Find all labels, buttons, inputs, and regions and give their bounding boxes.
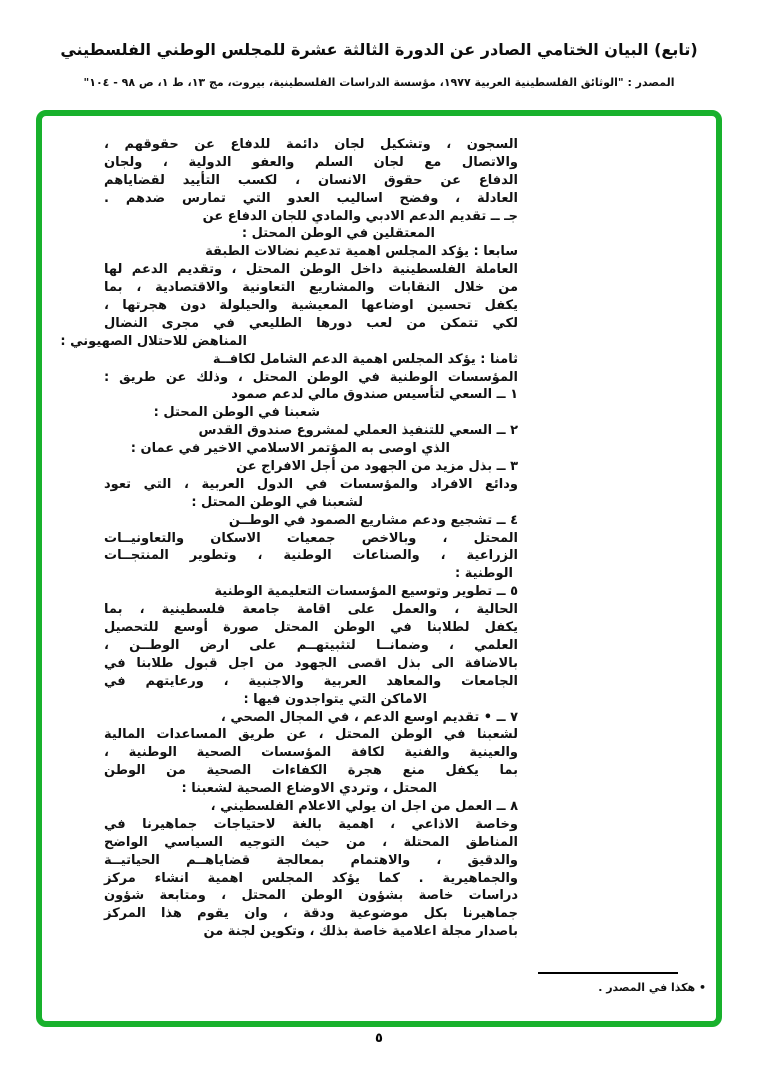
- text-line: ٣ ــ بذل مزيد من الجهود من أجل الافراج عن: [236, 459, 518, 475]
- text-line: بما يكفل منع هجرة الكفاءات الصحية من الوطن: [104, 763, 518, 779]
- text-line: لشعبنا في الوطن المحتل :: [191, 494, 363, 510]
- text-line: ١ ــ السعي لتأسيس صندوق مالي لدعم صمود: [231, 387, 518, 403]
- text-line: بالاضافة الى بذل اقصى الجهود من اجل قبول طلابنا في: [104, 655, 518, 671]
- text-line: المحتل ، وتردي الاوضاع الصحية لشعبنا :: [181, 781, 437, 797]
- text-line: والعينية والفنية لكافة المؤسسات الصحية الوطنية ،: [104, 745, 518, 761]
- page-title: (تابع) البيان الختامي الصادر عن الدورة الثالثة عشرة للمجلس الوطني الفلسطيني: [60, 40, 698, 59]
- text-line: والدقيق ، والاهتمام بمعالجة قضاياهــم الحياتيــة: [104, 852, 518, 868]
- text-line: المؤسسات الوطنية في الوطن المحتل ، وذلك عن طريق :: [104, 369, 518, 385]
- text-line: ٧ ــ • تقديم اوسع الدعم ، في المجال الصحي ،: [220, 709, 518, 725]
- text-line: يكفل لطلابنا في الوطن المحتل صورة أوسع للتحصيل: [104, 620, 518, 636]
- text-line: العاملة الفلسطينية داخل الوطن المحتل ، وتقديم الدعم لها: [104, 262, 518, 278]
- text-line: والجماهيرية . كما يؤكد المجلس اهمية انشاء مركز: [104, 870, 518, 886]
- text-line: الحالية ، والعمل على اقامة جامعة فلسطينية ، بما: [104, 602, 518, 618]
- text-line: ٥ ــ تطوير وتوسيع المؤسسات التعليمية الوطنية: [214, 584, 518, 600]
- text-line: جـ ــ تقديم الدعم الادبي والمادي للجان الدفاع عن: [202, 208, 518, 224]
- text-line: والاتصال مع لجان السلم والعفو الدولية ، ولجان: [104, 154, 518, 170]
- footnote-text: • هكذا في المصدر .: [598, 981, 706, 994]
- text-line: جماهيرنا بكل موضوعية ودقة ، وان يقوم هذا المركز: [104, 906, 518, 922]
- text-line: من خلال النقابات والمشاريع التعاونية والاقتصادية ، بما: [104, 280, 518, 296]
- source-line: المصدر : "الوثائق الفلسطينية العربية ١٩٧٧، مؤسسة الدراسات الفلسطينية، بيروت، مج ١٣، ط ١، ص ٩٨ - ١٠٤": [83, 76, 675, 89]
- text-line: المناطق المحتلة ، من حيث التوجيه السياسي الواضح: [104, 834, 518, 850]
- text-line: سابعا : يؤكد المجلس اهمية تدعيم نضالات الطبقة: [205, 244, 518, 260]
- footnote-rule: [538, 972, 678, 974]
- text-line: المحتل ، وبالاخص جمعيات الاسكان والتعاونيــات: [104, 530, 518, 546]
- text-line: ٢ ــ السعي للتنفيذ العملي لمشروع صندوق القدس: [198, 423, 518, 439]
- text-line: السجون ، وتشكيل لجان دائمة للدفاع عن حقوقهم ،: [104, 137, 518, 152]
- text-line: الذي اوصى به المؤتمر الاسلامي الاخير في عمان :: [130, 441, 450, 457]
- text-line: الاماكن التي يتواجدون فيها :: [243, 691, 427, 707]
- text-line: شعبنا في الوطن المحتل :: [153, 405, 320, 421]
- text-line: الدفاع عن حقوق الانسان ، لكسب التأييد لقضاياهم: [104, 172, 518, 188]
- text-line: المناهض للاحتلال الصهيوني :: [60, 333, 247, 349]
- text-line: باصدار مجلة اعلامية خاصة بذلك ، وتكوين لجنة من: [203, 924, 518, 940]
- text-line: ثامنا : يؤكد المجلس اهمية الدعم الشامل لكافــة: [212, 351, 518, 367]
- text-line: المعتقلين في الوطن المحتل :: [241, 226, 435, 242]
- text-line: لكي تتمكن من لعب دورها الطليعي في مجرى النضال: [104, 315, 518, 331]
- text-line: الوطنية :: [455, 566, 513, 582]
- text-line: ٤ ــ تشجيع ودعم مشاريع الصمود في الوطــن: [228, 512, 518, 528]
- text-column: [60, 136, 518, 941]
- text-line: الزراعية ، والصناعات الوطنية ، وتطوير المنتجــات: [104, 548, 518, 564]
- text-line: وخاصة الاذاعي ، اهمية بالغة لاحتياجات جماهيرنا في: [104, 816, 518, 832]
- text-line: الجامعات والمعاهد العربية والاجنبية ، ورعايتهم في: [104, 673, 518, 689]
- page-number: ٥: [375, 1031, 383, 1046]
- text-line: العلمي ، وضمانــا لتثبيتهــم على ارض الوطــن ،: [104, 637, 518, 653]
- text-line: يكفل تحسين اوضاعها المعيشية والحيلولة دون هجرتها ،: [104, 298, 518, 314]
- text-line: ٨ ــ العمل من اجل ان يولي الاعلام الفلسطيني ،: [210, 798, 518, 814]
- text-line: دراسات خاصة بشؤون الوطن المحتل ، ومتابعة شؤون: [104, 888, 518, 904]
- document-frame: [36, 110, 722, 1027]
- footnote: [530, 972, 706, 994]
- text-line: لشعبنا في الوطن المحتل ، عن طريق المساعدات المالية: [104, 727, 518, 743]
- text-line: ودائع الافراد والمؤسسات في الدول العربية ، التي تعود: [104, 476, 518, 492]
- text-line: العادلة ، وفضح اساليب العدو التي تمارس ضدهم .: [104, 190, 518, 206]
